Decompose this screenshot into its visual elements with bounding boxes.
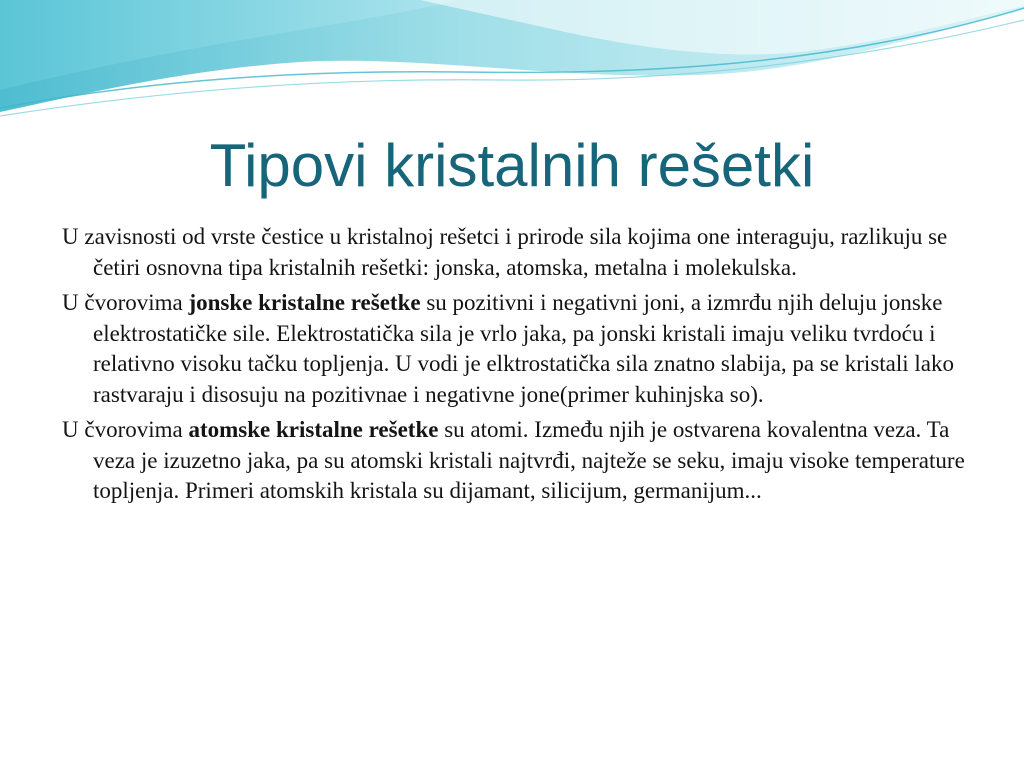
wave-header-decoration bbox=[0, 0, 1024, 130]
paragraph-intro bbox=[62, 222, 977, 283]
paragraph-atomic-lattice bbox=[62, 415, 977, 507]
paragraph-intro-text: U zavisnosti od vrste čestice u kristalnoj rešetci i prirode sila kojima one interaguju, razlikuju se četiri osnovna tipa kristalnih rešetki: jonska, atomska, metalna i molekulska. bbox=[62, 224, 948, 280]
paragraph-ionic-rest: su pozitivni i negativni joni, a izmrđu njih deluju jonske elektrostatičke sile. Elektrostatička sila je vrlo jaka, pa jonski kristali imaju veliku tvrdoću i relativno visoku tačku topljenja. U vodi je elktrostatička sila znatno slabija, pa se kristali lako rastvaraju i disosuju na pozitivnae i negativne jone(primer kuhinjska so). bbox=[93, 290, 954, 407]
paragraph-atomic-rest: su atomi. Između njih je ostvarena kovalentna veza. Ta veza je izuzetno jaka, pa su atomski kristali najtvrđi, najteže se seku, imaju visoke temperature topljenja. Primeri atomskih kristala su dijamant, silicijum, germanijum... bbox=[93, 417, 965, 503]
paragraph-ionic-term: jonske kristalne rešetke bbox=[188, 290, 421, 315]
paragraph-atomic-lead: U čvorovima bbox=[62, 417, 189, 442]
paragraph-atomic-term: atomske kristalne rešetke bbox=[188, 417, 439, 442]
slide-title: Tipovi kristalnih rešetki bbox=[209, 132, 815, 199]
slide-body bbox=[62, 222, 977, 512]
paragraph-ionic-lattice bbox=[62, 288, 977, 410]
paragraph-ionic-lead: U čvorovima bbox=[62, 290, 189, 315]
